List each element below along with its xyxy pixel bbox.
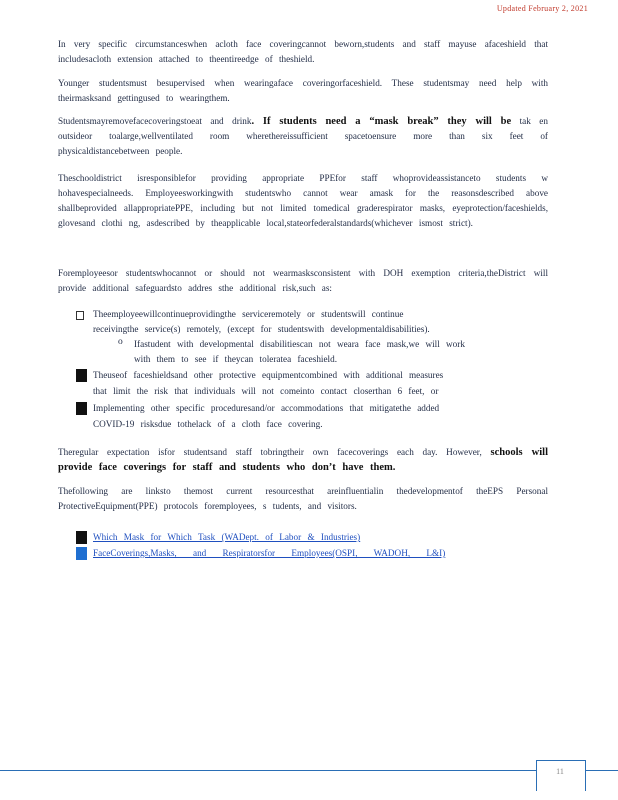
square-bullet-blue-icon (76, 547, 87, 560)
mask-break-text-a: Studentsmayremovefacecoveringstoeat and drink (58, 116, 252, 126)
list-item-remote-line2: receivingthe service(s) remotely, (except for studentswith developmentaldisabilities). (93, 324, 430, 334)
footer-rule-right (585, 770, 618, 771)
paragraph-face-coverings (58, 445, 548, 475)
sub-item-line1: Ifastudent with developmental disabilitiescan not weara face mask,we will work (134, 339, 465, 349)
mask-break-bold: . If students need a “mask break” they will be (251, 116, 512, 127)
list-item-remote-line1: Theemployeewillcontinueprovidingthe serviceremotely or studentswill continue (93, 309, 404, 319)
paragraph-ppe-responsibility: Theschooldistrict isresponsiblefor providing appropriate PPEfor staff whoprovideassistanceto students w hohavespecialneeds. Employeesworkingwith studentswho cannot wear amask for the reasonsdescribed above shallbeprovided allappropriatePPE, including but not limited tomedical graderespirator masks, eyeprotection/faceshields, glovesand clothi ng, asdescribed by theapplicable local,stateorfederalstandards(whichever ismost strict). (58, 173, 548, 228)
list-item-faceshields-line1: Theuseof faceshieldsand other protective equipmentcombined with additional measures (93, 370, 444, 380)
schools-provide-bold: schools will provide face coverings for staff and students who don’t have them. (58, 447, 548, 473)
sub-item-line2: with them to see if theycan toleratea faceshield. (134, 354, 337, 364)
expectation-text: Theregular expectation isfor studentsand staff tobringtheir own facecoverings each day. However, (58, 447, 482, 457)
mask-break-text-c: tak en outsideor toalarge,wellventilated room wherethereissufficient spacetoensure more than six feet of physicaldistancebetween people. (58, 116, 548, 156)
paragraph-younger-students: Younger studentsmust besupervised when wearingaface coveringorfaceshield. These studentsmay need help with theirmasksand gettingused to wearingthem. (58, 78, 548, 103)
page-number: 11 (556, 767, 564, 776)
checkbox-bullet-icon (76, 311, 84, 320)
paragraph-resources: Thefollowing are linksto themost current resourcesthat areinfluentialin thedevelopmentof theEPS Personal ProtectiveEquipment(PPE) protocols foremployees, s tudents, and visitors. (58, 486, 548, 511)
paragraph-mask-break (58, 114, 548, 159)
footer-rule (0, 770, 538, 771)
link-face-coverings[interactable]: FaceCoverings,Masks, and Respiratorsfor Employees(OSPI, WADOH, L&I) (93, 548, 446, 558)
square-bullet-icon (76, 531, 87, 544)
updated-date: Updated February 2, 2021 (496, 4, 588, 13)
link-which-mask[interactable]: Which Mask for Which Task (WADept. of Labor & Industries) (93, 532, 361, 542)
list-item-procedures-line1: Implementing other specific proceduresand/or accommodations that mitigatethe added (93, 403, 440, 413)
sub-bullet-marker: o (118, 337, 123, 347)
list-item-procedures-line2: COVID-19 risksdue tothelack of a cloth face covering. (93, 419, 323, 429)
square-bullet-icon (76, 369, 87, 382)
paragraph-exemption: Foremployeesor studentswhocannot or should not wearmasksconsistent with DOH exemption criteria,theDistrict will provide additional safeguardsto addres sthe additional risk,such as: (58, 268, 548, 293)
paragraph-face-shield: In very specific circumstanceswhen acloth face coveringcannot beworn,students and staff mayuse afaceshield that includesacloth extension attached to theentireedge of theshield. (58, 39, 548, 64)
list-item-faceshields-line2: that limit the risk that individuals will not comeinto contact closerthan 6 feet, or (93, 386, 439, 396)
square-bullet-icon (76, 402, 87, 415)
